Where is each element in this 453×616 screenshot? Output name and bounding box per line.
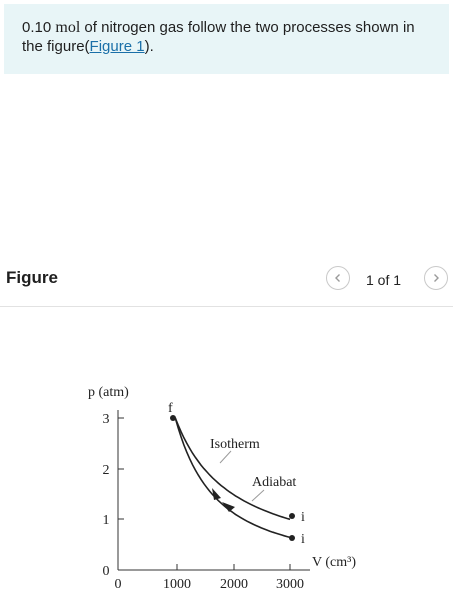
chevron-left-icon [333, 273, 343, 283]
isotherm-leader-line [220, 451, 231, 463]
page-indicator: 1 of 1 [366, 272, 402, 288]
isotherm-initial-point [289, 513, 295, 519]
pv-diagram [0, 370, 453, 610]
adiabat-arrowhead [212, 488, 221, 500]
x-tick-label: 0 [114, 577, 122, 592]
question-box [4, 4, 449, 74]
y-tick-label: 2 [102, 463, 110, 478]
x-tick-label: 2000 [220, 577, 248, 592]
figure-title: Figure [6, 268, 58, 287]
adiabat-label: Adiabat [252, 475, 297, 490]
x-tick-label: 1000 [163, 577, 191, 592]
y-tick-label: 1 [102, 513, 110, 528]
adiabat-leader-line [252, 490, 264, 501]
question-text: 0.10 mol of nitrogen gas follow the two processes shown in the figure(Figure 1). [22, 19, 415, 55]
adiabat-initial-point [289, 535, 295, 541]
figure-header [0, 258, 453, 298]
figure-divider [0, 306, 453, 307]
isotherm-initial-label: i [301, 510, 305, 525]
figure-link[interactable]: Figure 1 [89, 38, 145, 55]
x-tick-label: 3000 [276, 577, 304, 592]
mol-unit: mol [55, 19, 81, 36]
adiabat-initial-label: i [301, 532, 305, 547]
isotherm-arrowhead [222, 502, 235, 512]
y-tick-label: 3 [102, 412, 110, 427]
isotherm-curve [175, 418, 290, 519]
y-axis-label: p (atm) [88, 385, 129, 400]
chevron-right-icon [431, 273, 441, 283]
x-axis-label: V (cm³) [312, 555, 356, 570]
previous-figure-button[interactable] [326, 266, 350, 290]
y-tick-label: 0 [102, 564, 110, 579]
next-figure-button[interactable] [424, 266, 448, 290]
final-state-label: f [168, 401, 173, 416]
isotherm-label: Isotherm [210, 437, 260, 452]
